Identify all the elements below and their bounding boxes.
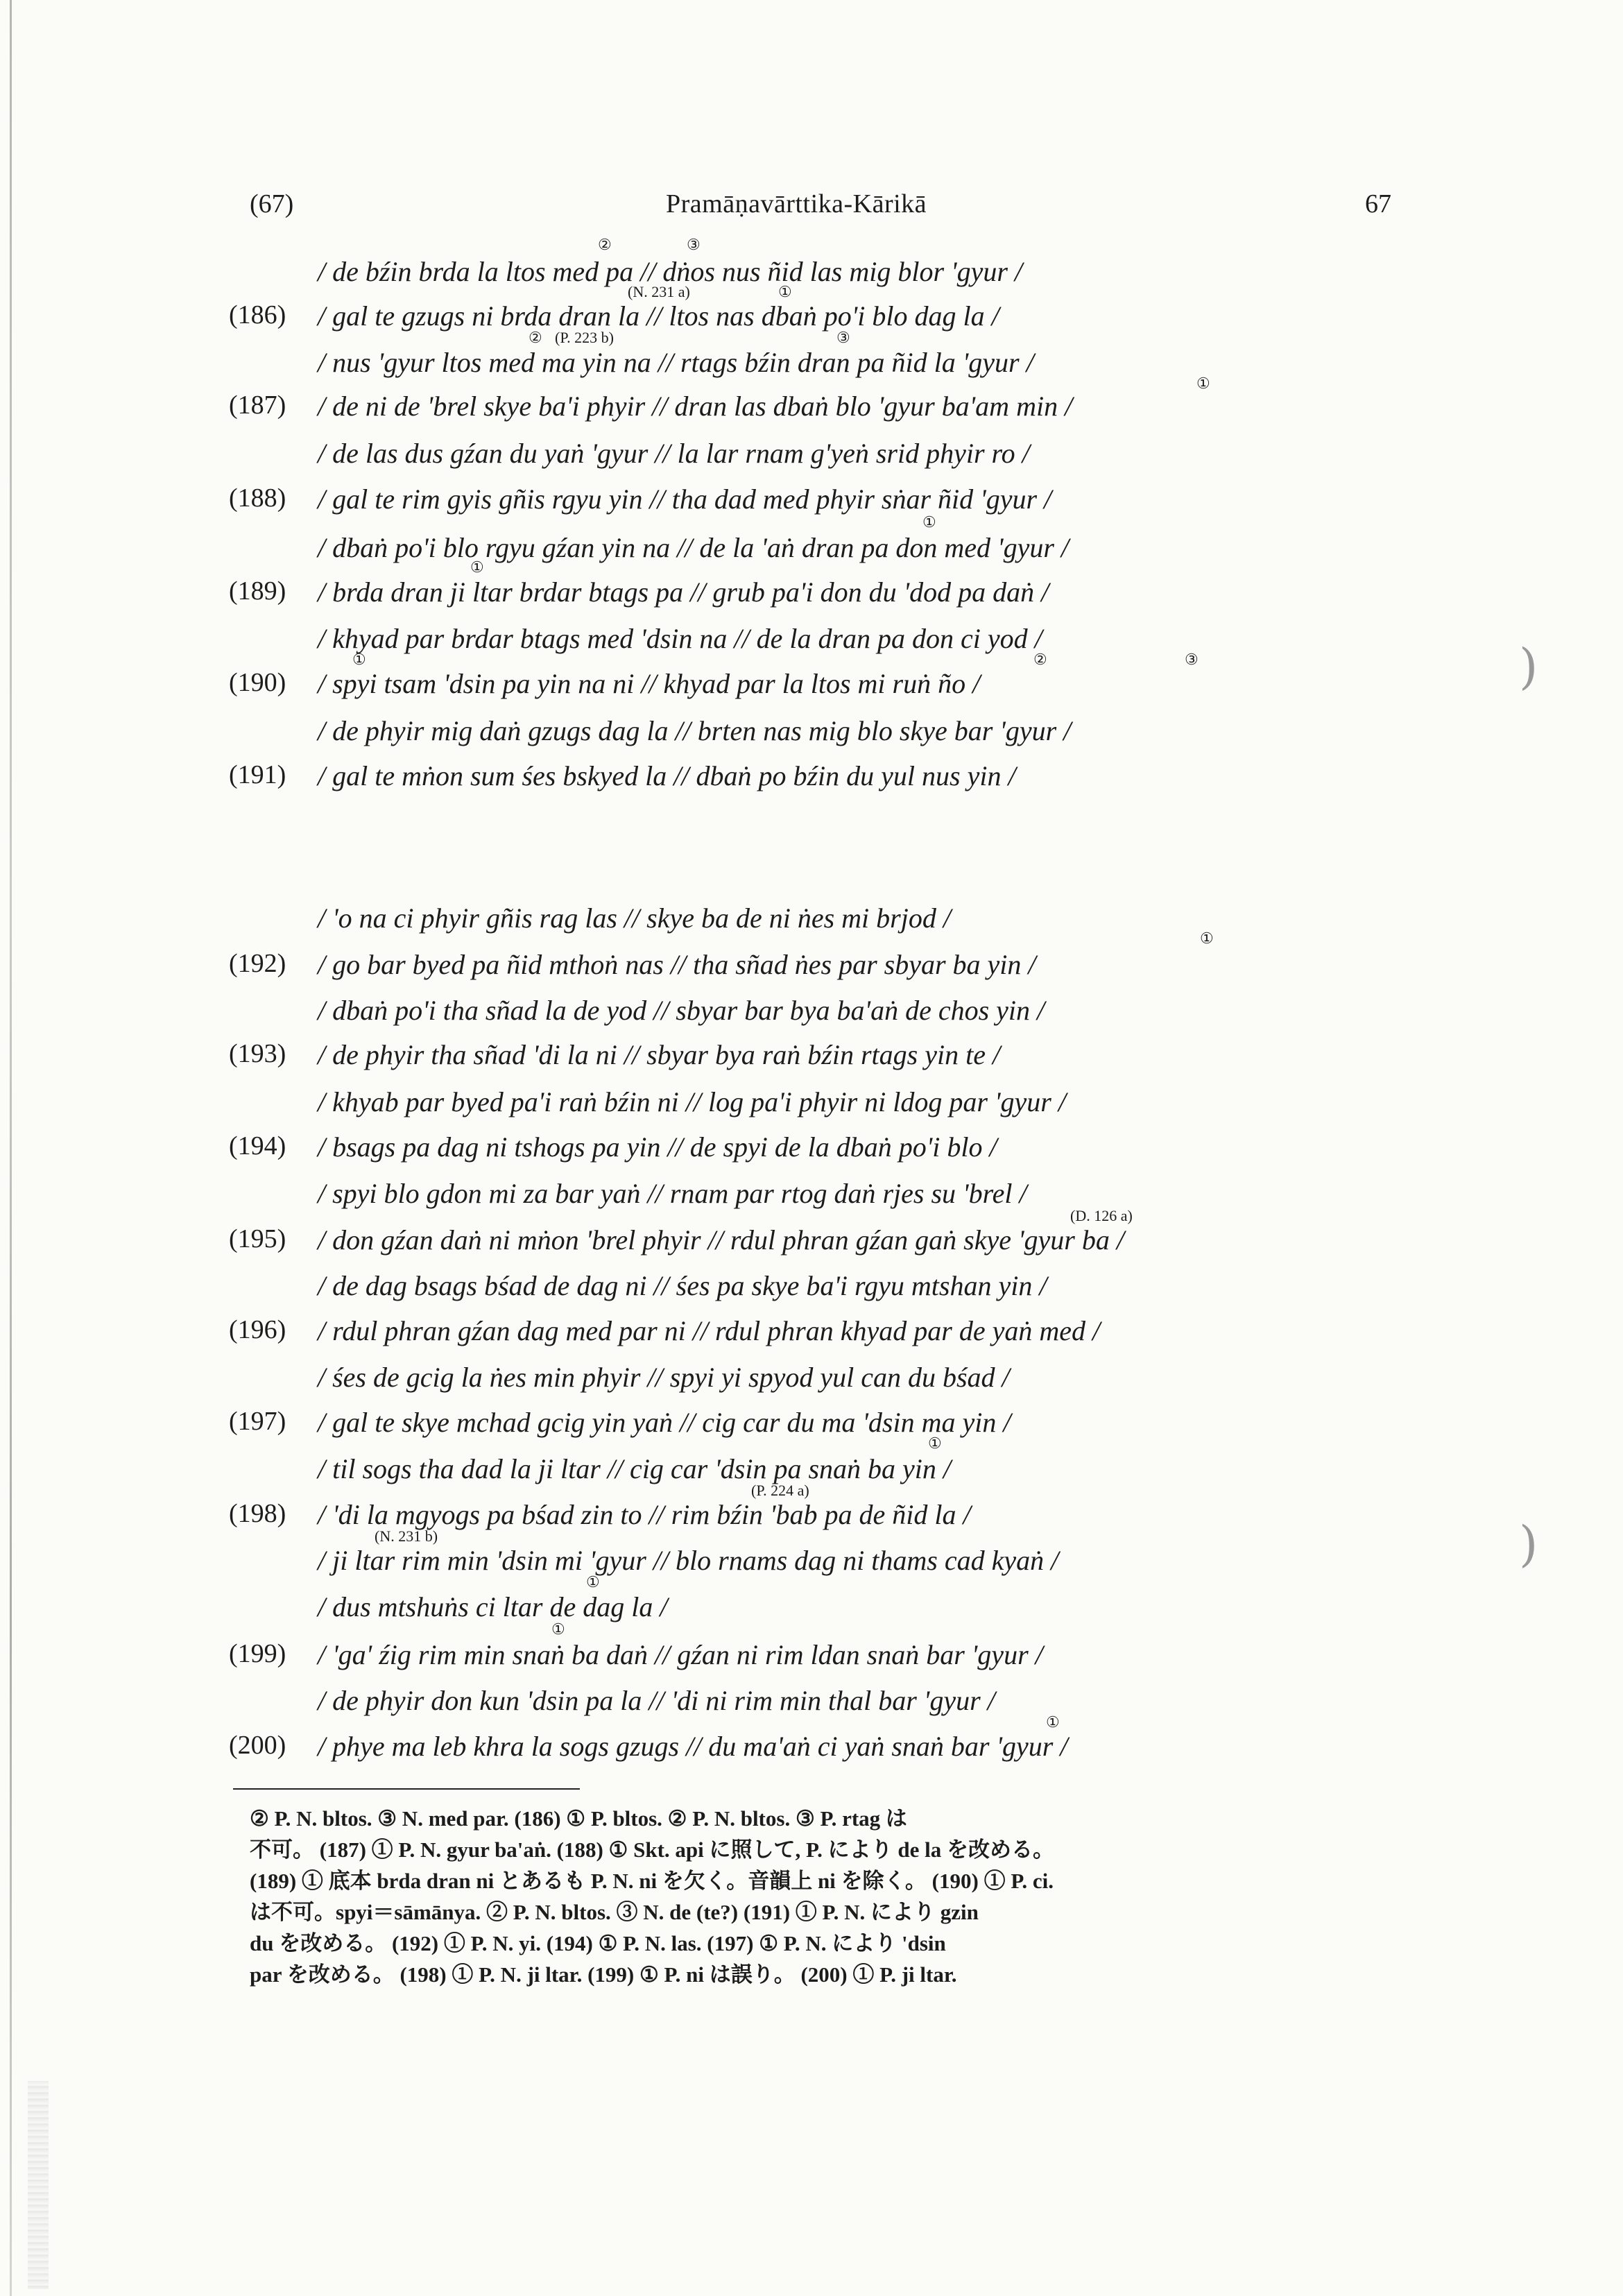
footnote-line: (189) ① 底本 brda dran ni とあるも P. N. ni を欠く。音韻上 ni を除く。 (190) ① P. ci. bbox=[250, 1869, 1054, 1893]
margin-bracket: ) bbox=[1519, 638, 1538, 695]
folio-reference: (P. 224 a) bbox=[751, 1482, 809, 1499]
note-mark: ① bbox=[1046, 1713, 1060, 1731]
note-mark: ③ bbox=[836, 329, 850, 346]
note-mark: ③ bbox=[687, 236, 701, 253]
verse-line bbox=[0, 667, 1623, 713]
verse-line bbox=[0, 300, 1623, 345]
verse-line bbox=[0, 483, 1623, 529]
footnote-line: par を改める。 (198) ① P. N. ji ltar. (199) ① P. ni は誤り。 (200) ① P. ji ltar. bbox=[250, 1962, 957, 1987]
verse-number: (194) bbox=[229, 1131, 286, 1160]
verse-line bbox=[0, 255, 1623, 301]
verse-text: / gal te gzugs ni brda dran la // ltos nas dbaṅ po'i blo dag la / bbox=[318, 300, 999, 332]
page-edge-texture bbox=[28, 2081, 49, 2289]
verse-text: / de ni de 'brel skye ba'i phyir // dran las dbaṅ blo 'gyur ba'am min / bbox=[318, 391, 1073, 422]
verse-text: / spyi tsam 'dsin pa yin na ni // khyad par la ltos mi ruṅ ño / bbox=[318, 668, 981, 699]
verse-number: (197) bbox=[229, 1407, 286, 1436]
note-mark: ② bbox=[598, 236, 612, 253]
note-mark: ① bbox=[551, 1620, 565, 1638]
verse-line bbox=[0, 1269, 1623, 1315]
verse-text: / phye ma leb khra la sogs gzugs // du ma'aṅ ci yaṅ snaṅ bar 'gyur / bbox=[318, 1731, 1068, 1762]
header-right-page-number: 67 bbox=[1365, 189, 1391, 219]
verse-text: / 'di la mgyogs pa bśad zin to // rim bźin 'bab pa de ñid la / bbox=[318, 1499, 971, 1530]
verse-line bbox=[0, 390, 1623, 436]
verse-text: / don gźan daṅ ni mṅon 'brel phyir // rdul phran gźan gaṅ skye 'gyur ba / bbox=[318, 1224, 1124, 1256]
verse-line bbox=[0, 1684, 1623, 1730]
verse-line bbox=[0, 1591, 1623, 1636]
note-mark: ① bbox=[1196, 375, 1210, 392]
verse-line bbox=[0, 714, 1623, 760]
verse-number: (187) bbox=[229, 391, 286, 420]
verse-text: / dbaṅ po'i blo rgyu gźan yin na // de la 'aṅ dran pa don med 'gyur / bbox=[318, 532, 1070, 563]
verse-line bbox=[0, 1131, 1623, 1176]
verse-line bbox=[0, 1730, 1623, 1776]
footnote-line: du を改める。 (192) ① P. N. yi. (194) ① P. N. las. (197) ① P. N. により 'dsin bbox=[250, 1931, 946, 1955]
verse-line bbox=[0, 1314, 1623, 1360]
note-mark: ① bbox=[778, 283, 792, 300]
verse-text: / til sogs tha dad la ji ltar // cig car 'dsin pa snaṅ ba yin / bbox=[318, 1453, 952, 1484]
verse-line bbox=[0, 1361, 1623, 1407]
verse-text: / gal te mṅon sum śes bskyed la // dbaṅ po bźin du yul nus yin / bbox=[318, 760, 1016, 791]
note-mark: ① bbox=[1200, 929, 1214, 947]
verse-text: / rdul phran gźan dag med par ni // rdul phran khyad par de yaṅ med / bbox=[318, 1315, 1101, 1346]
note-mark: ① bbox=[928, 1434, 942, 1452]
note-mark: ① bbox=[352, 651, 366, 668]
verse-text: / dbaṅ po'i tha sñad la de yod // sbyar bar bya ba'aṅ de chos yin / bbox=[318, 995, 1045, 1026]
verse-line bbox=[0, 437, 1623, 483]
margin-bracket: ) bbox=[1519, 1516, 1538, 1573]
footnote-line: 不可。 (187) ① P. N. gyur ba'aṅ. (188) ① Skt. api に照して, P. により de la を改める。 bbox=[250, 1837, 1054, 1862]
verse-text: / khyad par brdar btags med 'dsin na // de la dran pa don ci yod / bbox=[318, 623, 1042, 654]
verse-line bbox=[0, 576, 1623, 622]
verse-line bbox=[0, 902, 1623, 948]
verse-text: / spyi blo gdon mi za bar yaṅ // rnam par rtog daṅ rjes su 'brel / bbox=[318, 1178, 1027, 1209]
verse-text: / 'o na ci phyir gñis rag las // skye ba de ni ṅes mi brjod / bbox=[318, 902, 951, 934]
verse-text: / de bźin brda la ltos med pa // dṅos nus ñid las mig blor 'gyur / bbox=[318, 256, 1022, 287]
verse-text: / bsags pa dag ni tshogs pa yin // de spyi de la dbaṅ po'i blo / bbox=[318, 1131, 997, 1163]
verse-text: / go bar byed pa ñid mthoṅ nas // tha sñad ṅes par sbyar ba yin / bbox=[318, 949, 1036, 980]
verse-text: / de phyir don kun 'dsin pa la // 'di ni rim min thal bar 'gyur / bbox=[318, 1685, 995, 1716]
footnotes bbox=[250, 1804, 1429, 1991]
verse-line bbox=[0, 531, 1623, 577]
verse-number: (195) bbox=[229, 1224, 286, 1253]
verse-line bbox=[0, 1406, 1623, 1452]
footnote-rule bbox=[233, 1788, 580, 1790]
verse-text: / de phyir mig daṅ gzugs dag la // brten nas mig blo skye bar 'gyur / bbox=[318, 715, 1072, 746]
verse-line bbox=[0, 948, 1623, 994]
note-mark: ② bbox=[1033, 651, 1047, 668]
verse-number: (199) bbox=[229, 1639, 286, 1668]
verse-text: / gal te rim gyis gñis rgyu yin // tha dad med phyir sṅar ñid 'gyur / bbox=[318, 483, 1052, 515]
running-title: Pramāṇavārttika-Kārikā bbox=[666, 189, 927, 219]
verse-line bbox=[0, 1544, 1623, 1590]
verse-line bbox=[0, 1638, 1623, 1684]
verse-number: (200) bbox=[229, 1731, 286, 1760]
verse-text: / gal te skye mchad gcig yin yaṅ // cig car du ma 'dsin ma yin / bbox=[318, 1407, 1011, 1438]
footnote-line: ② P. N. bltos. ③ N. med par. (186) ① P. bltos. ② P. N. bltos. ③ P. rtag は bbox=[250, 1806, 907, 1831]
note-mark: ③ bbox=[1185, 651, 1199, 668]
verse-number: (186) bbox=[229, 300, 286, 329]
verse-number: (193) bbox=[229, 1039, 286, 1068]
verse-number: (190) bbox=[229, 668, 286, 697]
verse-line bbox=[0, 1177, 1623, 1223]
verse-line bbox=[0, 622, 1623, 668]
note-mark: ① bbox=[470, 558, 484, 576]
verse-text: / de dag bsags bśad de dag ni // śes pa skye ba'i rgyu mtshan yin / bbox=[318, 1270, 1047, 1301]
verse-text: / de phyir tha sñad 'di la ni // sbyar bya raṅ bźin rtags yin te / bbox=[318, 1039, 1001, 1070]
verse-text: / brda dran ji ltar brdar btags pa // grub pa'i don du 'dod pa daṅ / bbox=[318, 576, 1049, 608]
note-mark: ② bbox=[529, 329, 542, 346]
note-mark: ① bbox=[922, 513, 936, 531]
verse-text: / de las dus gźan du yaṅ 'gyur // la lar rnam g'yeṅ srid phyir ro / bbox=[318, 438, 1030, 469]
folio-reference: (D. 126 a) bbox=[1070, 1207, 1133, 1224]
verse-number: (196) bbox=[229, 1315, 286, 1344]
verse-text: / śes de gcig la ṅes min phyir // spyi yi spyod yul can du bśad / bbox=[318, 1362, 1010, 1393]
verse-text: / dus mtshuṅs ci ltar de dag la / bbox=[318, 1591, 668, 1622]
note-mark: ① bbox=[586, 1573, 600, 1591]
header-left-page-number: (67) bbox=[250, 189, 294, 219]
folio-reference: (P. 223 b) bbox=[555, 329, 614, 346]
verse-line bbox=[0, 1498, 1623, 1544]
verse-number: (188) bbox=[229, 483, 286, 513]
verse-line bbox=[0, 1086, 1623, 1131]
verse-line bbox=[0, 1224, 1623, 1269]
verse-number: (192) bbox=[229, 949, 286, 978]
folio-reference: (N. 231 b) bbox=[375, 1527, 438, 1545]
verse-number: (189) bbox=[229, 576, 286, 606]
verse-line bbox=[0, 760, 1623, 805]
verse-text: / nus 'gyur ltos med ma yin na // rtags bźin dran pa ñid la 'gyur / bbox=[318, 347, 1034, 378]
verse-text: / 'ga' źig rim min snaṅ ba daṅ // gźan ni rim ldan snaṅ bar 'gyur / bbox=[318, 1639, 1043, 1670]
footnote-line: は不可。spyi＝sāmānya. ② P. N. bltos. ③ N. de (te?) (191) ① P. N. により gzin bbox=[250, 1900, 979, 1924]
verse-line bbox=[0, 346, 1623, 392]
verse-text: / ji ltar rim min 'dsin mi 'gyur // blo rnams dag ni thams cad kyaṅ / bbox=[318, 1545, 1059, 1576]
verse-number: (198) bbox=[229, 1499, 286, 1528]
verse-number: (191) bbox=[229, 760, 286, 789]
verse-text: / khyab par byed pa'i raṅ bźin ni // log pa'i phyir ni ldog par 'gyur / bbox=[318, 1086, 1066, 1117]
verse-line bbox=[0, 994, 1623, 1040]
folio-reference: (N. 231 a) bbox=[628, 283, 690, 300]
verse-line bbox=[0, 1453, 1623, 1498]
verse-line bbox=[0, 1038, 1623, 1084]
